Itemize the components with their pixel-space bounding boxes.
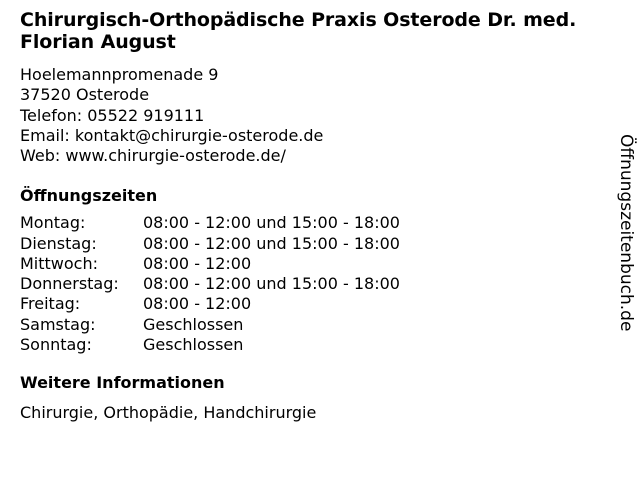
specialties-text: Chirurgie, Orthopädie, Handchirurgie [20, 402, 317, 422]
practice-title: Chirurgisch-Orthopädische Praxis Osterode Dr. med. Florian August [20, 9, 577, 53]
hours-day: Mittwoch: [20, 253, 98, 273]
site-watermark: Öffnungszeitenbuch.de [616, 134, 636, 332]
hours-time: 08:00 - 12:00 und 15:00 - 18:00 [143, 213, 400, 233]
hours-day: Freitag: [20, 294, 81, 314]
hours-time: 08:00 - 12:00 und 15:00 - 18:00 [143, 274, 400, 294]
hours-time: Geschlossen [143, 314, 244, 334]
more-info-heading: Weitere Informationen [20, 372, 225, 392]
hours-row-saturday [20, 315, 615, 335]
opening-hours-list [20, 213, 615, 354]
hours-row-tuesday [20, 234, 615, 254]
hours-day: Donnerstag: [20, 274, 119, 294]
street-address: Hoelemannpromenade 9 [20, 65, 219, 84]
hours-row-wednesday [20, 254, 615, 274]
web-line: Web: www.chirurgie-osterode.de/ [20, 146, 286, 166]
hours-day: Montag: [20, 213, 86, 233]
hours-row-friday [20, 294, 615, 314]
phone-line: Telefon: 05522 919111 [20, 105, 205, 125]
hours-row-sunday [20, 335, 615, 355]
address-block [20, 65, 615, 166]
hours-day: Samstag: [20, 314, 96, 334]
hours-day: Sonntag: [20, 334, 92, 354]
opening-hours-heading: Öffnungszeiten [20, 186, 158, 206]
hours-row-monday [20, 213, 615, 233]
hours-time: 08:00 - 12:00 [143, 294, 252, 314]
hours-day: Dienstag: [20, 233, 97, 253]
hours-time: Geschlossen [143, 334, 244, 354]
email-line: Email: kontakt@chirurgie-osterode.de [20, 125, 324, 145]
practice-card [20, 9, 615, 423]
hours-time: 08:00 - 12:00 und 15:00 - 18:00 [143, 233, 400, 253]
postal-city: 37520 Osterode [20, 85, 150, 105]
hours-time: 08:00 - 12:00 [143, 253, 252, 273]
hours-row-thursday [20, 274, 615, 294]
